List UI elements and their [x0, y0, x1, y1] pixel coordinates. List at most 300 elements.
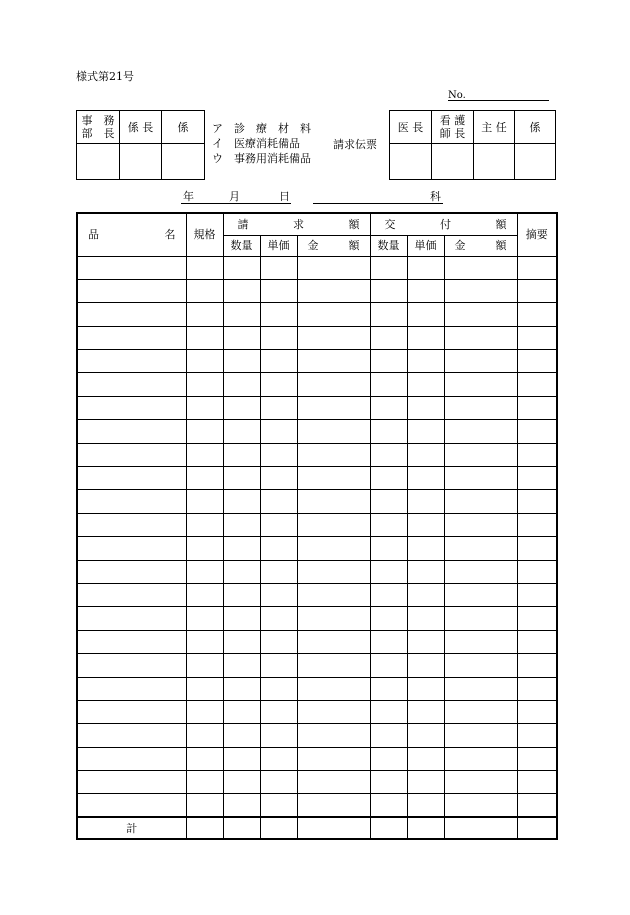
stamp-box-office-manager[interactable] — [77, 144, 120, 180]
col-header-delivery-3: 額 — [495, 217, 507, 231]
cell-delivery-quantity[interactable] — [370, 794, 407, 817]
cell-request-amount[interactable] — [297, 513, 370, 536]
col-header-delivery-unit-price: 単価 — [407, 235, 444, 256]
cell-spec[interactable] — [186, 256, 223, 279]
cell-delivery-unit-price[interactable] — [407, 396, 444, 419]
table-row — [77, 630, 557, 653]
cell-delivery-quantity[interactable] — [370, 747, 407, 770]
cell-item-name[interactable] — [77, 467, 186, 490]
cell-delivery-amount[interactable] — [444, 607, 517, 630]
cell-delivery-quantity[interactable] — [370, 256, 407, 279]
cell-remarks[interactable] — [517, 490, 557, 513]
cell-request-amount[interactable] — [297, 256, 370, 279]
table-row — [77, 373, 557, 396]
cell-request-quantity[interactable] — [223, 607, 260, 630]
cell-spec[interactable] — [186, 537, 223, 560]
cell-request-quantity[interactable] — [223, 513, 260, 536]
cell-request-amount[interactable] — [297, 396, 370, 419]
cell-delivery-unit-price[interactable] — [407, 607, 444, 630]
col-header-remarks: 摘要 — [517, 213, 557, 256]
title-option-u: ウ 事務用消耗備品 — [212, 152, 311, 165]
table-row — [77, 513, 557, 536]
cell-request-quantity[interactable] — [223, 279, 260, 302]
cell-remarks[interactable] — [517, 396, 557, 419]
stamp-box-head-nurse[interactable] — [432, 144, 474, 180]
cell-remarks[interactable] — [517, 443, 557, 466]
cell-delivery-quantity[interactable] — [370, 490, 407, 513]
cell-delivery-amount[interactable] — [444, 747, 517, 770]
table-row — [77, 490, 557, 513]
cell-item-name[interactable] — [77, 326, 186, 349]
cell-delivery-amount[interactable] — [444, 373, 517, 396]
table-row — [77, 724, 557, 747]
cell-remarks[interactable] — [517, 677, 557, 700]
cell-item-name[interactable] — [77, 443, 186, 466]
cell-spec[interactable] — [186, 654, 223, 677]
cell-request-amount[interactable] — [297, 443, 370, 466]
stamp-label-staff: 係 — [162, 111, 205, 144]
total-cell-remarks[interactable] — [517, 817, 557, 839]
cell-delivery-amount[interactable] — [444, 537, 517, 560]
stamp-label-head-nurse — [432, 111, 474, 144]
cell-request-unit-price[interactable] — [260, 747, 297, 770]
table-row — [77, 396, 557, 419]
cell-delivery-amount[interactable] — [444, 350, 517, 373]
cell-request-unit-price[interactable] — [260, 303, 297, 326]
cell-item-name[interactable] — [77, 654, 186, 677]
cell-request-quantity[interactable] — [223, 350, 260, 373]
cell-request-quantity[interactable] — [223, 373, 260, 396]
cell-item-name[interactable] — [77, 607, 186, 630]
cell-remarks[interactable] — [517, 794, 557, 817]
cell-spec[interactable] — [186, 279, 223, 302]
cell-delivery-amount[interactable] — [444, 560, 517, 583]
cell-delivery-quantity[interactable] — [370, 654, 407, 677]
date-day-label: 日 — [279, 190, 290, 203]
cell-request-unit-price[interactable] — [260, 677, 297, 700]
cell-item-name[interactable] — [77, 794, 186, 817]
number-field[interactable] — [448, 88, 549, 101]
cell-spec[interactable] — [186, 560, 223, 583]
cell-delivery-quantity[interactable] — [370, 700, 407, 723]
cell-remarks[interactable] — [517, 724, 557, 747]
cell-request-quantity[interactable] — [223, 700, 260, 723]
cell-request-unit-price[interactable] — [260, 467, 297, 490]
cell-request-quantity[interactable] — [223, 677, 260, 700]
stamp-label-medical-director: 医 長 — [390, 111, 432, 144]
date-month-label: 月 — [229, 190, 240, 203]
cell-request-quantity[interactable] — [223, 537, 260, 560]
stamp-label-head-nurse-bottom: 師 長 — [439, 127, 466, 140]
cell-spec[interactable] — [186, 771, 223, 794]
cell-delivery-quantity[interactable] — [370, 513, 407, 536]
cell-delivery-amount[interactable] — [444, 420, 517, 443]
cell-request-quantity[interactable] — [223, 256, 260, 279]
cell-item-name[interactable] — [77, 513, 186, 536]
table-row — [77, 279, 557, 302]
cell-item-name[interactable] — [77, 560, 186, 583]
cell-spec[interactable] — [186, 607, 223, 630]
total-cell-request-unit-price[interactable] — [260, 817, 297, 839]
cell-request-amount[interactable] — [297, 303, 370, 326]
cell-request-unit-price[interactable] — [260, 490, 297, 513]
form-number: 様式第21号 — [76, 70, 134, 83]
cell-request-quantity[interactable] — [223, 490, 260, 513]
cell-delivery-unit-price[interactable] — [407, 373, 444, 396]
cell-spec[interactable] — [186, 677, 223, 700]
cell-request-quantity[interactable] — [223, 467, 260, 490]
number-label: No. — [448, 90, 466, 101]
cell-delivery-amount[interactable] — [444, 256, 517, 279]
cell-request-quantity[interactable] — [223, 654, 260, 677]
cell-remarks[interactable] — [517, 747, 557, 770]
cell-item-name[interactable] — [77, 630, 186, 653]
cell-request-quantity[interactable] — [223, 583, 260, 606]
cell-item-name[interactable] — [77, 373, 186, 396]
cell-delivery-quantity[interactable] — [370, 560, 407, 583]
cell-request-amount[interactable] — [297, 700, 370, 723]
cell-remarks[interactable] — [517, 607, 557, 630]
cell-delivery-amount[interactable] — [444, 490, 517, 513]
cell-request-quantity[interactable] — [223, 443, 260, 466]
table-row — [77, 256, 557, 279]
cell-delivery-quantity[interactable] — [370, 420, 407, 443]
col-header-request-amount-sub — [297, 235, 370, 256]
col-header-request-1: 請 — [237, 217, 249, 231]
cell-request-unit-price[interactable] — [260, 700, 297, 723]
cell-spec[interactable] — [186, 583, 223, 606]
cell-item-name[interactable] — [77, 771, 186, 794]
col-header-amount-1: 金 — [307, 239, 319, 252]
cell-delivery-quantity[interactable] — [370, 279, 407, 302]
stamp-label-office-manager-top: 事 務 — [81, 114, 115, 127]
cell-remarks[interactable] — [517, 537, 557, 560]
stamp-label-supervisor: 主 任 — [474, 111, 515, 144]
cell-request-quantity[interactable] — [223, 771, 260, 794]
cell-delivery-amount[interactable] — [444, 279, 517, 302]
total-cell-spec[interactable] — [186, 817, 223, 839]
request-table — [76, 212, 558, 840]
cell-request-unit-price[interactable] — [260, 513, 297, 536]
cell-delivery-quantity[interactable] — [370, 677, 407, 700]
cell-delivery-quantity[interactable] — [370, 607, 407, 630]
date-year-label: 年 — [183, 190, 194, 203]
col-header-request-unit-price: 単価 — [260, 235, 297, 256]
cell-remarks[interactable] — [517, 560, 557, 583]
stamp-label-office-manager-bottom: 部 長 — [81, 127, 115, 140]
cell-delivery-amount[interactable] — [444, 326, 517, 349]
cell-request-unit-price[interactable] — [260, 396, 297, 419]
table-row — [77, 677, 557, 700]
col-header-item-name-2: 名 — [164, 228, 176, 242]
form-title: 請求伝票 — [333, 138, 377, 151]
cell-delivery-amount[interactable] — [444, 794, 517, 817]
cell-request-amount[interactable] — [297, 677, 370, 700]
cell-request-unit-price[interactable] — [260, 537, 297, 560]
cell-delivery-amount[interactable] — [444, 771, 517, 794]
cell-request-quantity[interactable] — [223, 303, 260, 326]
col-header-item-name — [77, 213, 186, 256]
table-row — [77, 303, 557, 326]
col-header-item-name-1: 品 — [88, 228, 99, 242]
stamp-box-supervisor[interactable] — [474, 144, 515, 180]
table-row — [77, 467, 557, 490]
cell-delivery-quantity[interactable] — [370, 326, 407, 349]
cell-spec[interactable] — [186, 373, 223, 396]
right-approval-stamps — [389, 110, 556, 180]
cell-remarks[interactable] — [517, 583, 557, 606]
table-row — [77, 771, 557, 794]
cell-spec[interactable] — [186, 513, 223, 536]
cell-request-unit-price[interactable] — [260, 630, 297, 653]
cell-request-amount[interactable] — [297, 467, 370, 490]
cell-request-quantity[interactable] — [223, 326, 260, 349]
cell-request-amount[interactable] — [297, 724, 370, 747]
cell-item-name[interactable] — [77, 700, 186, 723]
cell-request-unit-price[interactable] — [260, 654, 297, 677]
request-rows — [77, 256, 557, 817]
cell-request-unit-price[interactable] — [260, 794, 297, 817]
cell-request-unit-price[interactable] — [260, 724, 297, 747]
cell-item-name[interactable] — [77, 724, 186, 747]
cell-spec[interactable] — [186, 396, 223, 419]
cell-delivery-unit-price[interactable] — [407, 700, 444, 723]
department-label: 科 — [430, 190, 441, 203]
total-cell-delivery-quantity[interactable] — [370, 817, 407, 839]
cell-request-unit-price[interactable] — [260, 373, 297, 396]
cell-remarks[interactable] — [517, 420, 557, 443]
cell-request-unit-price[interactable] — [260, 326, 297, 349]
stamp-box-clerk[interactable] — [515, 144, 556, 180]
cell-delivery-unit-price[interactable] — [407, 560, 444, 583]
cell-request-quantity[interactable] — [223, 560, 260, 583]
cell-delivery-amount[interactable] — [444, 630, 517, 653]
cell-request-unit-price[interactable] — [260, 350, 297, 373]
cell-request-quantity[interactable] — [223, 630, 260, 653]
col-header-request-quantity: 数量 — [223, 235, 260, 256]
cell-item-name[interactable] — [77, 583, 186, 606]
cell-item-name[interactable] — [77, 490, 186, 513]
cell-request-amount[interactable] — [297, 350, 370, 373]
cell-request-quantity[interactable] — [223, 794, 260, 817]
cell-request-unit-price[interactable] — [260, 256, 297, 279]
cell-spec[interactable] — [186, 420, 223, 443]
table-row — [77, 537, 557, 560]
col-header-amount-2: 額 — [348, 239, 360, 252]
cell-request-amount[interactable] — [297, 583, 370, 606]
cell-item-name[interactable] — [77, 303, 186, 326]
cell-delivery-unit-price[interactable] — [407, 279, 444, 302]
cell-delivery-quantity[interactable] — [370, 583, 407, 606]
cell-remarks[interactable] — [517, 771, 557, 794]
cell-spec[interactable] — [186, 700, 223, 723]
cell-request-amount[interactable] — [297, 420, 370, 443]
col-header-delivery-2: 付 — [440, 217, 452, 231]
cell-request-amount[interactable] — [297, 560, 370, 583]
table-row — [77, 560, 557, 583]
cell-request-unit-price[interactable] — [260, 560, 297, 583]
total-cell-delivery-amount[interactable] — [444, 817, 517, 839]
cell-delivery-quantity[interactable] — [370, 396, 407, 419]
cell-delivery-quantity[interactable] — [370, 467, 407, 490]
cell-remarks[interactable] — [517, 279, 557, 302]
cell-spec[interactable] — [186, 490, 223, 513]
cell-delivery-amount[interactable] — [444, 513, 517, 536]
cell-request-amount[interactable] — [297, 279, 370, 302]
cell-request-unit-price[interactable] — [260, 607, 297, 630]
cell-request-amount[interactable] — [297, 490, 370, 513]
left-approval-stamps — [76, 110, 205, 180]
cell-delivery-unit-price[interactable] — [407, 303, 444, 326]
cell-delivery-unit-price[interactable] — [407, 724, 444, 747]
title-option-i: イ 医療消耗備品 — [212, 137, 300, 150]
total-label: 計 — [77, 817, 186, 839]
cell-remarks[interactable] — [517, 256, 557, 279]
cell-delivery-quantity[interactable] — [370, 443, 407, 466]
cell-delivery-quantity[interactable] — [370, 771, 407, 794]
cell-remarks[interactable] — [517, 303, 557, 326]
cell-request-unit-price[interactable] — [260, 279, 297, 302]
cell-delivery-unit-price[interactable] — [407, 677, 444, 700]
cell-delivery-quantity[interactable] — [370, 303, 407, 326]
cell-delivery-quantity[interactable] — [370, 537, 407, 560]
cell-remarks[interactable] — [517, 326, 557, 349]
cell-delivery-unit-price[interactable] — [407, 537, 444, 560]
cell-spec[interactable] — [186, 350, 223, 373]
cell-spec[interactable] — [186, 747, 223, 770]
stamp-label-head-nurse-top: 看 護 — [439, 114, 466, 127]
cell-request-unit-price[interactable] — [260, 771, 297, 794]
cell-request-unit-price[interactable] — [260, 583, 297, 606]
table-row — [77, 420, 557, 443]
cell-remarks[interactable] — [517, 373, 557, 396]
col-header-delivery-amount-sub — [444, 235, 517, 256]
stamp-label-section-chief: 係 長 — [120, 111, 162, 144]
cell-item-name[interactable] — [77, 350, 186, 373]
table-row — [77, 350, 557, 373]
table-row — [77, 794, 557, 817]
col-header-request-amount — [223, 213, 370, 235]
cell-request-quantity[interactable] — [223, 420, 260, 443]
cell-delivery-amount[interactable] — [444, 724, 517, 747]
cell-request-quantity[interactable] — [223, 747, 260, 770]
cell-delivery-unit-price[interactable] — [407, 513, 444, 536]
cell-delivery-amount[interactable] — [444, 303, 517, 326]
cell-request-amount[interactable] — [297, 630, 370, 653]
cell-remarks[interactable] — [517, 700, 557, 723]
cell-item-name[interactable] — [77, 537, 186, 560]
cell-delivery-unit-price[interactable] — [407, 420, 444, 443]
cell-delivery-amount[interactable] — [444, 583, 517, 606]
stamp-label-clerk: 係 — [515, 111, 556, 144]
cell-spec[interactable] — [186, 303, 223, 326]
cell-delivery-quantity[interactable] — [370, 724, 407, 747]
cell-request-amount[interactable] — [297, 607, 370, 630]
cell-spec[interactable] — [186, 794, 223, 817]
cell-delivery-unit-price[interactable] — [407, 771, 444, 794]
cell-request-unit-price[interactable] — [260, 443, 297, 466]
col-header-delivery-quantity: 数量 — [370, 235, 407, 256]
date-field[interactable] — [181, 203, 291, 204]
cell-delivery-unit-price[interactable] — [407, 490, 444, 513]
cell-remarks[interactable] — [517, 630, 557, 653]
table-row — [77, 583, 557, 606]
cell-delivery-unit-price[interactable] — [407, 583, 444, 606]
col-header-amount-1b: 金 — [454, 239, 466, 252]
cell-delivery-amount[interactable] — [444, 443, 517, 466]
cell-delivery-unit-price[interactable] — [407, 794, 444, 817]
cell-remarks[interactable] — [517, 467, 557, 490]
cell-delivery-unit-price[interactable] — [407, 256, 444, 279]
cell-request-amount[interactable] — [297, 747, 370, 770]
cell-delivery-quantity[interactable] — [370, 350, 407, 373]
total-cell-delivery-unit-price[interactable] — [407, 817, 444, 839]
cell-delivery-unit-price[interactable] — [407, 326, 444, 349]
cell-remarks[interactable] — [517, 654, 557, 677]
cell-delivery-amount[interactable] — [444, 700, 517, 723]
cell-item-name[interactable] — [77, 256, 186, 279]
cell-delivery-unit-price[interactable] — [407, 747, 444, 770]
cell-request-amount[interactable] — [297, 326, 370, 349]
cell-request-quantity[interactable] — [223, 396, 260, 419]
cell-item-name[interactable] — [77, 396, 186, 419]
total-cell-request-amount[interactable] — [297, 817, 370, 839]
cell-item-name[interactable] — [77, 420, 186, 443]
table-row — [77, 443, 557, 466]
cell-spec[interactable] — [186, 467, 223, 490]
cell-delivery-amount[interactable] — [444, 467, 517, 490]
cell-delivery-unit-price[interactable] — [407, 654, 444, 677]
total-row — [77, 817, 557, 839]
stamp-box-section-chief[interactable] — [120, 144, 162, 180]
cell-delivery-unit-price[interactable] — [407, 630, 444, 653]
cell-item-name[interactable] — [77, 677, 186, 700]
cell-spec[interactable] — [186, 630, 223, 653]
department-field[interactable] — [313, 203, 443, 204]
cell-request-amount[interactable] — [297, 537, 370, 560]
stamp-box-medical-director[interactable] — [390, 144, 432, 180]
cell-request-amount[interactable] — [297, 373, 370, 396]
cell-remarks[interactable] — [517, 513, 557, 536]
cell-delivery-amount[interactable] — [444, 677, 517, 700]
cell-delivery-amount[interactable] — [444, 654, 517, 677]
cell-request-amount[interactable] — [297, 654, 370, 677]
cell-item-name[interactable] — [77, 747, 186, 770]
table-row — [77, 700, 557, 723]
cell-item-name[interactable] — [77, 279, 186, 302]
cell-delivery-quantity[interactable] — [370, 630, 407, 653]
cell-spec[interactable] — [186, 724, 223, 747]
stamp-box-staff[interactable] — [162, 144, 205, 180]
col-header-delivery-1: 交 — [384, 217, 396, 231]
cell-request-quantity[interactable] — [223, 724, 260, 747]
cell-request-amount[interactable] — [297, 771, 370, 794]
cell-remarks[interactable] — [517, 350, 557, 373]
total-cell-request-quantity[interactable] — [223, 817, 260, 839]
cell-delivery-amount[interactable] — [444, 396, 517, 419]
table-row — [77, 326, 557, 349]
table-row — [77, 654, 557, 677]
cell-delivery-quantity[interactable] — [370, 373, 407, 396]
cell-spec[interactable] — [186, 326, 223, 349]
cell-delivery-unit-price[interactable] — [407, 467, 444, 490]
cell-request-unit-price[interactable] — [260, 420, 297, 443]
stamp-label-office-manager — [77, 111, 120, 144]
cell-request-amount[interactable] — [297, 794, 370, 817]
cell-delivery-unit-price[interactable] — [407, 443, 444, 466]
cell-delivery-unit-price[interactable] — [407, 350, 444, 373]
cell-spec[interactable] — [186, 443, 223, 466]
